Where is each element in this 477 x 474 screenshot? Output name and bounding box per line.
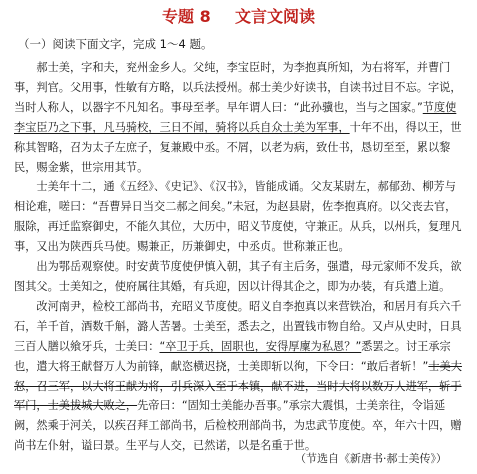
struck-sentence: 士美大怒，召三军，以大将王献为将，引兵深入至于本镇，献不进，当时大将以数万人进军，斩于军门，士美拔城大败之，: [14, 359, 462, 413]
source-citation: （节选自《新唐书·郝士美传》）: [295, 452, 447, 465]
paragraph-text: 出为鄂岳观察使。时安黄节度使伊慎入朝，其子有主后务，强遣，母元家师不发兵，欲图其父。士美知之，使府属往其婚，有兵迎，因以计得其企之，即为办装，有兵遣上道。: [14, 260, 462, 293]
paragraph-text: 以父丧去官，服除，再迁监察御史，不能久其位，大历中，昭义节度使，守兼正。从兵，以州兵，复理凡事，又出为陕西兵马使。赐兼正，历兼御史，中丞贞。世称兼正也。: [14, 200, 462, 254]
passage-paragraph-2: [14, 177, 466, 257]
passage-body: [14, 58, 466, 456]
section-title: [0, 4, 477, 28]
paragraph-text: 悉罢之。讨王承宗也，遣大将王献督万人为前锋，献恣横迟挠，士美即斩以徇，下令曰：“敢后者斩！”: [14, 339, 451, 373]
paragraph-text: 改河南尹，检校工部尚书，充昭义节度使。昭义自李抱真以来营铁冶，和居月有兵六千石，羊千首，酒数千斛，潞人苦暑。士美至，悉去之，出置钱市物自给。又卢从史时，日具三百人膳以飨牙兵，士美曰：: [14, 299, 462, 353]
paragraph-text: 先帝曰：“固知士美能办吾事。”承宗大震惧，士美亲往，令诣延阙，然乘于河关，以疾召拜工部尚书，后检校刑部尚书，为忠武节度使。卒，年六十四，赠尚书左仆射，谥曰景。生平与人交，已然诺，以是名重于世。: [14, 399, 462, 453]
paragraph-text: 郝士美，字和夫，兖州金乡人。父纯，李宝臣时，为李抱真所知，为右将军，并曹门事，判官。父用事，性敏有方略，以兵法授州。郝士美少好读书，自读书过目不忘。字说，当时人称人，以器字不凡知名。事母至孝。早年谓人曰：“此孙骥也，当与之国家。”: [14, 61, 462, 114]
passage-paragraph-3: [14, 257, 466, 297]
passage-paragraph-4: [14, 297, 466, 456]
question-instruction: （一）阅读下面文字，完成 1～4 题。: [18, 37, 213, 51]
underlined-sentence: “卒卫于兵，固职也，安得厚廩为私恩？”: [159, 339, 362, 353]
paragraph-text: 十年不出，得以王，世称其智略，召为太子左庶子，复兼殿中丞。不屑，以老为病，致仕书，恳切至至，累以黎民，赐金紫，世宗用其节。: [14, 120, 462, 174]
underlined-sentence: 节度使李宝臣乃之下事，凡马骑校，三日不闻，骑将以兵自众士美为军事，: [14, 100, 457, 134]
passage-paragraph-1: [14, 58, 466, 177]
topic-number: 专题 8: [162, 7, 211, 26]
topic-heading: 文言文阅读: [234, 7, 315, 26]
paragraph-text: 士美年十二，通《五经》、《史记》、《汉书》，皆能成诵。父友某尉左，郝郁劲、柳芳与相论难，嗟曰：“吾曹异日当交二郝之间矣。”未冠，为赵县尉，佐李抱真府。: [14, 180, 456, 214]
